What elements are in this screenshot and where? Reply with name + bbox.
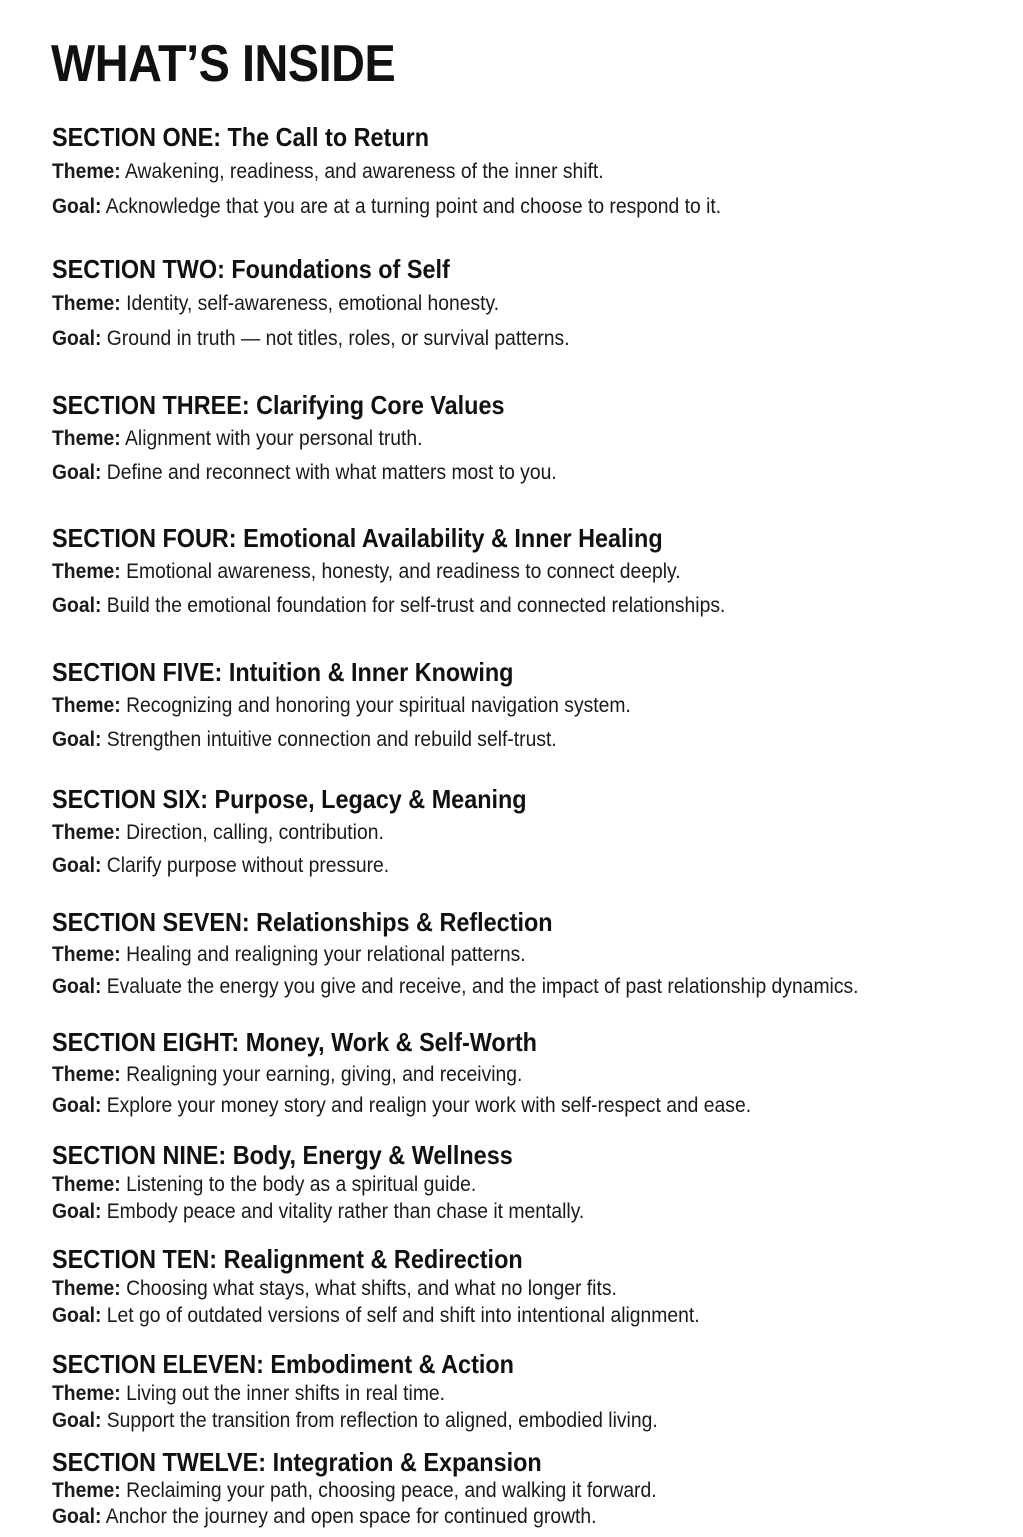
goal-label: Goal: (52, 1200, 102, 1223)
goal-text: Anchor the journey and open space for continued growth. (105, 1505, 597, 1528)
theme-label: Theme: (52, 1277, 121, 1300)
theme-label: Theme: (52, 160, 121, 183)
page-title: WHAT’S INSIDE (51, 35, 396, 93)
goal-line (52, 849, 935, 882)
section-heading: SECTION NINE: Body, Energy & Wellness (52, 1140, 513, 1170)
theme-line (52, 1275, 935, 1302)
section-ten (52, 1243, 1012, 1329)
theme-label: Theme: (52, 1063, 121, 1086)
goal-text: Explore your money story and realign your work with self-respect and ease. (106, 1094, 752, 1117)
section-six (52, 782, 1012, 882)
section-heading: SECTION TWELVE: Integration & Expansion (52, 1447, 542, 1477)
goal-line (52, 456, 935, 490)
section-heading: SECTION SEVEN: Relationships & Reflection (52, 907, 553, 937)
goal-text: Ground in truth — not titles, roles, or survival patterns. (106, 327, 570, 350)
goal-label: Goal: (52, 1505, 102, 1528)
goal-label: Goal: (52, 594, 102, 617)
goal-label: Goal: (52, 1094, 102, 1117)
section-heading: SECTION FOUR: Emotional Availability & Inner Healing (52, 523, 663, 553)
theme-label: Theme: (52, 943, 121, 966)
section-eight (52, 1025, 1012, 1121)
theme-text: Listening to the body as a spiritual guide. (126, 1173, 477, 1196)
goal-line (52, 1504, 935, 1530)
goal-text: Evaluate the energy you give and receive, and the impact of past relationship dynamics. (106, 975, 859, 998)
theme-line (52, 1059, 935, 1090)
goal-line (52, 1198, 935, 1225)
goal-text: Clarify purpose without pressure. (106, 854, 390, 877)
theme-label: Theme: (52, 427, 121, 450)
theme-text: Healing and realigning your relational patterns. (126, 943, 526, 966)
goal-label: Goal: (52, 975, 102, 998)
section-two (52, 252, 1012, 356)
section-five (52, 655, 1012, 757)
section-heading: SECTION ONE: The Call to Return (52, 122, 430, 152)
goal-label: Goal: (52, 461, 102, 484)
theme-text: Recognizing and honoring your spiritual navigation system. (126, 694, 631, 717)
theme-line (52, 555, 935, 589)
theme-line (52, 286, 935, 321)
goal-text: Define and reconnect with what matters most to you. (106, 461, 557, 484)
theme-text: Choosing what stays, what shifts, and what no longer fits. (126, 1277, 617, 1300)
theme-text: Alignment with your personal truth. (125, 427, 423, 450)
theme-line (52, 422, 935, 456)
theme-line (52, 1380, 935, 1407)
section-heading: SECTION SIX: Purpose, Legacy & Meaning (52, 784, 527, 814)
goal-label: Goal: (52, 327, 102, 350)
goal-line (52, 321, 935, 356)
theme-line (52, 1171, 935, 1198)
section-one (52, 120, 1012, 224)
section-heading: SECTION ELEVEN: Embodiment & Action (52, 1349, 514, 1379)
goal-text: Support the transition from reflection to aligned, embodied living. (106, 1409, 658, 1432)
goal-label: Goal: (52, 854, 102, 877)
section-heading: SECTION THREE: Clarifying Core Values (52, 390, 505, 420)
goal-label: Goal: (52, 1304, 102, 1327)
goal-label: Goal: (52, 728, 102, 751)
theme-line (52, 816, 935, 849)
theme-line (52, 1478, 935, 1504)
theme-text: Realigning your earning, giving, and receiving. (126, 1063, 523, 1086)
theme-text: Living out the inner shifts in real time. (126, 1382, 446, 1405)
goal-text: Acknowledge that you are at a turning point and choose to respond to it. (105, 195, 722, 218)
theme-label: Theme: (52, 1382, 121, 1405)
theme-text: Awakening, readiness, and awareness of the inner shift. (125, 160, 604, 183)
theme-line (52, 689, 935, 723)
goal-line (52, 1302, 935, 1329)
section-seven (52, 905, 1012, 1003)
theme-label: Theme: (52, 1479, 121, 1502)
theme-text: Reclaiming your path, choosing peace, and walking it forward. (126, 1479, 657, 1502)
theme-label: Theme: (52, 292, 121, 315)
theme-label: Theme: (52, 694, 121, 717)
section-heading: SECTION FIVE: Intuition & Inner Knowing (52, 657, 514, 687)
goal-line (52, 971, 935, 1003)
theme-text: Identity, self-awareness, emotional honesty. (126, 292, 500, 315)
goal-text: Strengthen intuitive connection and rebuild self-trust. (106, 728, 557, 751)
section-heading: SECTION TWO: Foundations of Self (52, 254, 450, 284)
goal-label: Goal: (52, 195, 102, 218)
goal-label: Goal: (52, 1409, 102, 1432)
theme-text: Direction, calling, contribution. (126, 821, 384, 844)
section-heading: SECTION EIGHT: Money, Work & Self-Worth (52, 1027, 537, 1057)
theme-line (52, 154, 935, 189)
goal-text: Build the emotional foundation for self-trust and connected relationships. (106, 594, 726, 617)
theme-line (52, 939, 935, 971)
section-twelve (52, 1446, 1012, 1530)
theme-text: Emotional awareness, honesty, and readiness to connect deeply. (126, 560, 681, 583)
theme-label: Theme: (52, 821, 121, 844)
goal-line (52, 723, 935, 757)
theme-label: Theme: (52, 560, 121, 583)
section-eleven (52, 1348, 1012, 1434)
section-four (52, 521, 1012, 623)
section-heading: SECTION TEN: Realignment & Redirection (52, 1244, 523, 1274)
goal-text: Let go of outdated versions of self and shift into intentional alignment. (106, 1304, 700, 1327)
goal-line (52, 1407, 935, 1434)
goal-line (52, 589, 935, 623)
section-nine (52, 1139, 1012, 1225)
goal-text: Embody peace and vitality rather than chase it mentally. (106, 1200, 585, 1223)
theme-label: Theme: (52, 1173, 121, 1196)
section-three (52, 388, 1012, 490)
goal-line (52, 1090, 935, 1121)
goal-line (52, 189, 935, 224)
